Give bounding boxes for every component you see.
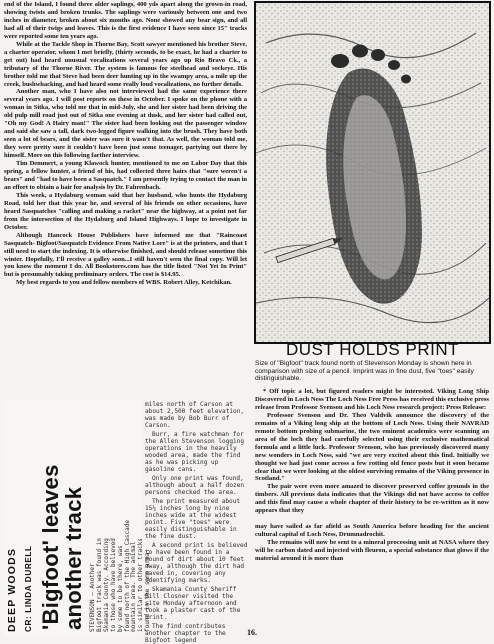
photo-caption: Size of "Bigfoot" track found north of Stevenson Monday is shown here in comparison with size of a pencil. Imprint was in fine dust, five "toes" easily distinguishable. <box>255 360 474 383</box>
clipping-paragraph: A second print is believed to have been found in a mound of dirt about 10 feet away, although the dirt had caved in, covering any identifying marks. <box>145 542 248 584</box>
left-paragraph: Another man, who I have also not interviewed had the same experience there several years ago. I will post reports on these in October. I spoke on the phone with a woman in Sitka, who told me that in mid-July, she and her sister had been driving the old pulp mill road just out of Sitka one evening at dusk, and her sister had called out, "Oh my God! A Hairy man!" The sister had been looking out the passenger window and said she saw a tall, dark two-legged figure walking into the brush. They have both seen a lot of bears, and the sister was sure it wasn't that. As well, the woman told me, they were pretty sure it couldn't have been just some teenager, partying out there by himself. More on this following farther interview. <box>4 88 247 160</box>
newspaper-clipping <box>4 400 152 636</box>
right-article-column <box>255 388 489 563</box>
left-paragraph: While at the Tackle Shop in Thorne Bay, Scott sawyer mentioned his brother Steve, a charter operator, whom I met briefly, (thirty seconds, to be exact, he had a charter to get out) had heard unusual vocalizations several years ago up Rio Bravo Ck., a tributary of the Thorne River. The system is famous for steelhead and sockeye. His brother told me that Steve had been deer hunting up in the swampy area, a mile up the creek, bushwhacking, and had heard some really loud vocalizations, no further details. <box>4 40 247 88</box>
clipping-paragraph: miles north of Carson at about 2,500 feet elevation, was made by Bob Burr of Carson. <box>145 401 245 429</box>
clipping-paragraph: Burr, a fire watchman for the Allen Stevenson logging operations in the heavily wooded area, made the find as he was picking up gasoline cans. <box>145 431 245 473</box>
left-paragraph: end of the Island, I found three alder saplings, 400 yds apart along the grown-in road, showing twists and broken trunks. The saplings were variously between one and two inches in diameter, broken about six months ago. None showed any bear sign, and all had all of their twigs and leaves. This is the first evidence I have seen since 15" tracks were reported some ten years ago. <box>4 1 247 40</box>
page-number: 16. <box>247 628 257 637</box>
left-paragraph: Tim Demmert, a young Klawock hunter, mentioned to me on Labor Day that this spring, a fellow hunter, a friend of his, had collected three hairs that "sure weren't a bears" and "had to have been a Sasquatch." I am presently trying to contact the man in an effort to obtain a hair for analysis by Dr. Fahrenbach. <box>4 160 247 191</box>
right-paragraph: The remains will now be sent to a mineral processing unit at NASA where they will be carbon dated and injected with fleuron, a special substance that glows if the material around it is more than <box>255 539 489 563</box>
left-paragraph: My best regards to you and fellow members of WBS. Robert Alley, Ketchikan. <box>16 279 232 287</box>
footprint-image <box>256 3 489 342</box>
clipping-body: STEVENSON — Another Bigfoot track was found in Skamania County. According to those who have believed by some to be there, was found north of the High Cascade mountain area. The animal is similar to other tracks found in the same area. <box>89 520 152 632</box>
clipping-kicker: DEEP WOODS <box>6 547 18 632</box>
left-paragraph: This week, a Hydaburg woman said that her husband, who hunts the Hydaburg Road, told her that this year he, and several of his friends on other occasions, have heard Sasquatches "calling and making a racket" near the highway, at a point not far from the intersection of the Hydaburg and Island Highways. I hope to investigate in October. <box>4 191 247 231</box>
clipping-paragraph: Only one print was found, although about a half dozen persons checked the area. <box>145 475 245 496</box>
paragraph-gap <box>255 515 489 523</box>
clipping-rotated-block <box>4 400 152 636</box>
right-paragraph: The pair were even more amazed to discover preserved coffee grounds in the timbers. All previous data indicates that the Vikings did not have access to coffee and this find may cause a whole chapter of their history to be re-written as it now appears that they <box>255 483 489 515</box>
clipping-headline: 'Bigfoot' leaves another track <box>38 464 86 630</box>
clipping-byline: CR: LINDA DURELL <box>24 545 33 632</box>
left-paragraph: Although Hancock House Publishers have informed me that "Raincoast Sasquatch- Bigfoot/Sasquatch Evidence From Native Lore" is at the printers, and that I still need to start the indexing. It is otherwise finished, and should release sometime this winter. Hopefully, I'll receive a galley soon...I still haven't seen the final copy. Will let you know the moment I do. All Bookstores.com has the title listed "Not Yet In Print" but is presumably taking preliminary orders. The cost is $14.95. <box>4 231 247 279</box>
right-paragraph: * Off topic a lot, but figured readers might be interested. Viking Long Ship Discovered in Loch Ness The Loch Ness Free Press has received this exclusive press release from Professor Svenson and his Loch Ness research project: Press Release: <box>255 388 489 411</box>
right-paragraph: may have sailed as far afield as South America before heading for the ancient cultural capital of Loch Ness, Drumnadrochit. <box>255 523 489 539</box>
clipping-paragraph: Skamania County Sheriff Bill Closner visited the site Monday afternoon and took a plaster cast of the print. <box>145 586 241 621</box>
left-article-column <box>4 1 247 287</box>
footprint-photo <box>254 1 491 344</box>
photo-title: DUST HOLDS PRINT <box>286 340 459 359</box>
clipping-continued-column <box>145 401 251 644</box>
clipping-paragraph: The print measured about 15½ inches long by nine inches wide at the widest point. Five "toes" were easily distinguishable in the fine dust. <box>145 498 241 540</box>
clipping-paragraph: The find contributes another chapter to the Bigfoot legend <box>145 623 226 644</box>
right-paragraph: Professor Svenson and Dr. Theo Valdvik announce the discovery of the remains of a Viking long ship at the bottom of Loch Ness. Using their NAVRAD remote bottom probing submarine, the two eminent academics were scanning an area of the loch they had carefully selected using their exclusive mathematical formula and a little luck. Professor Svenson, who has previously discovered many new wonders in Loch Ness, said "we are very excited about this find. Initially we thought we had just come across a few rotting old fence posts but it soon became clear that we were looking at the oldest surviving remains of the Viking presence in Scotland." <box>255 411 489 483</box>
